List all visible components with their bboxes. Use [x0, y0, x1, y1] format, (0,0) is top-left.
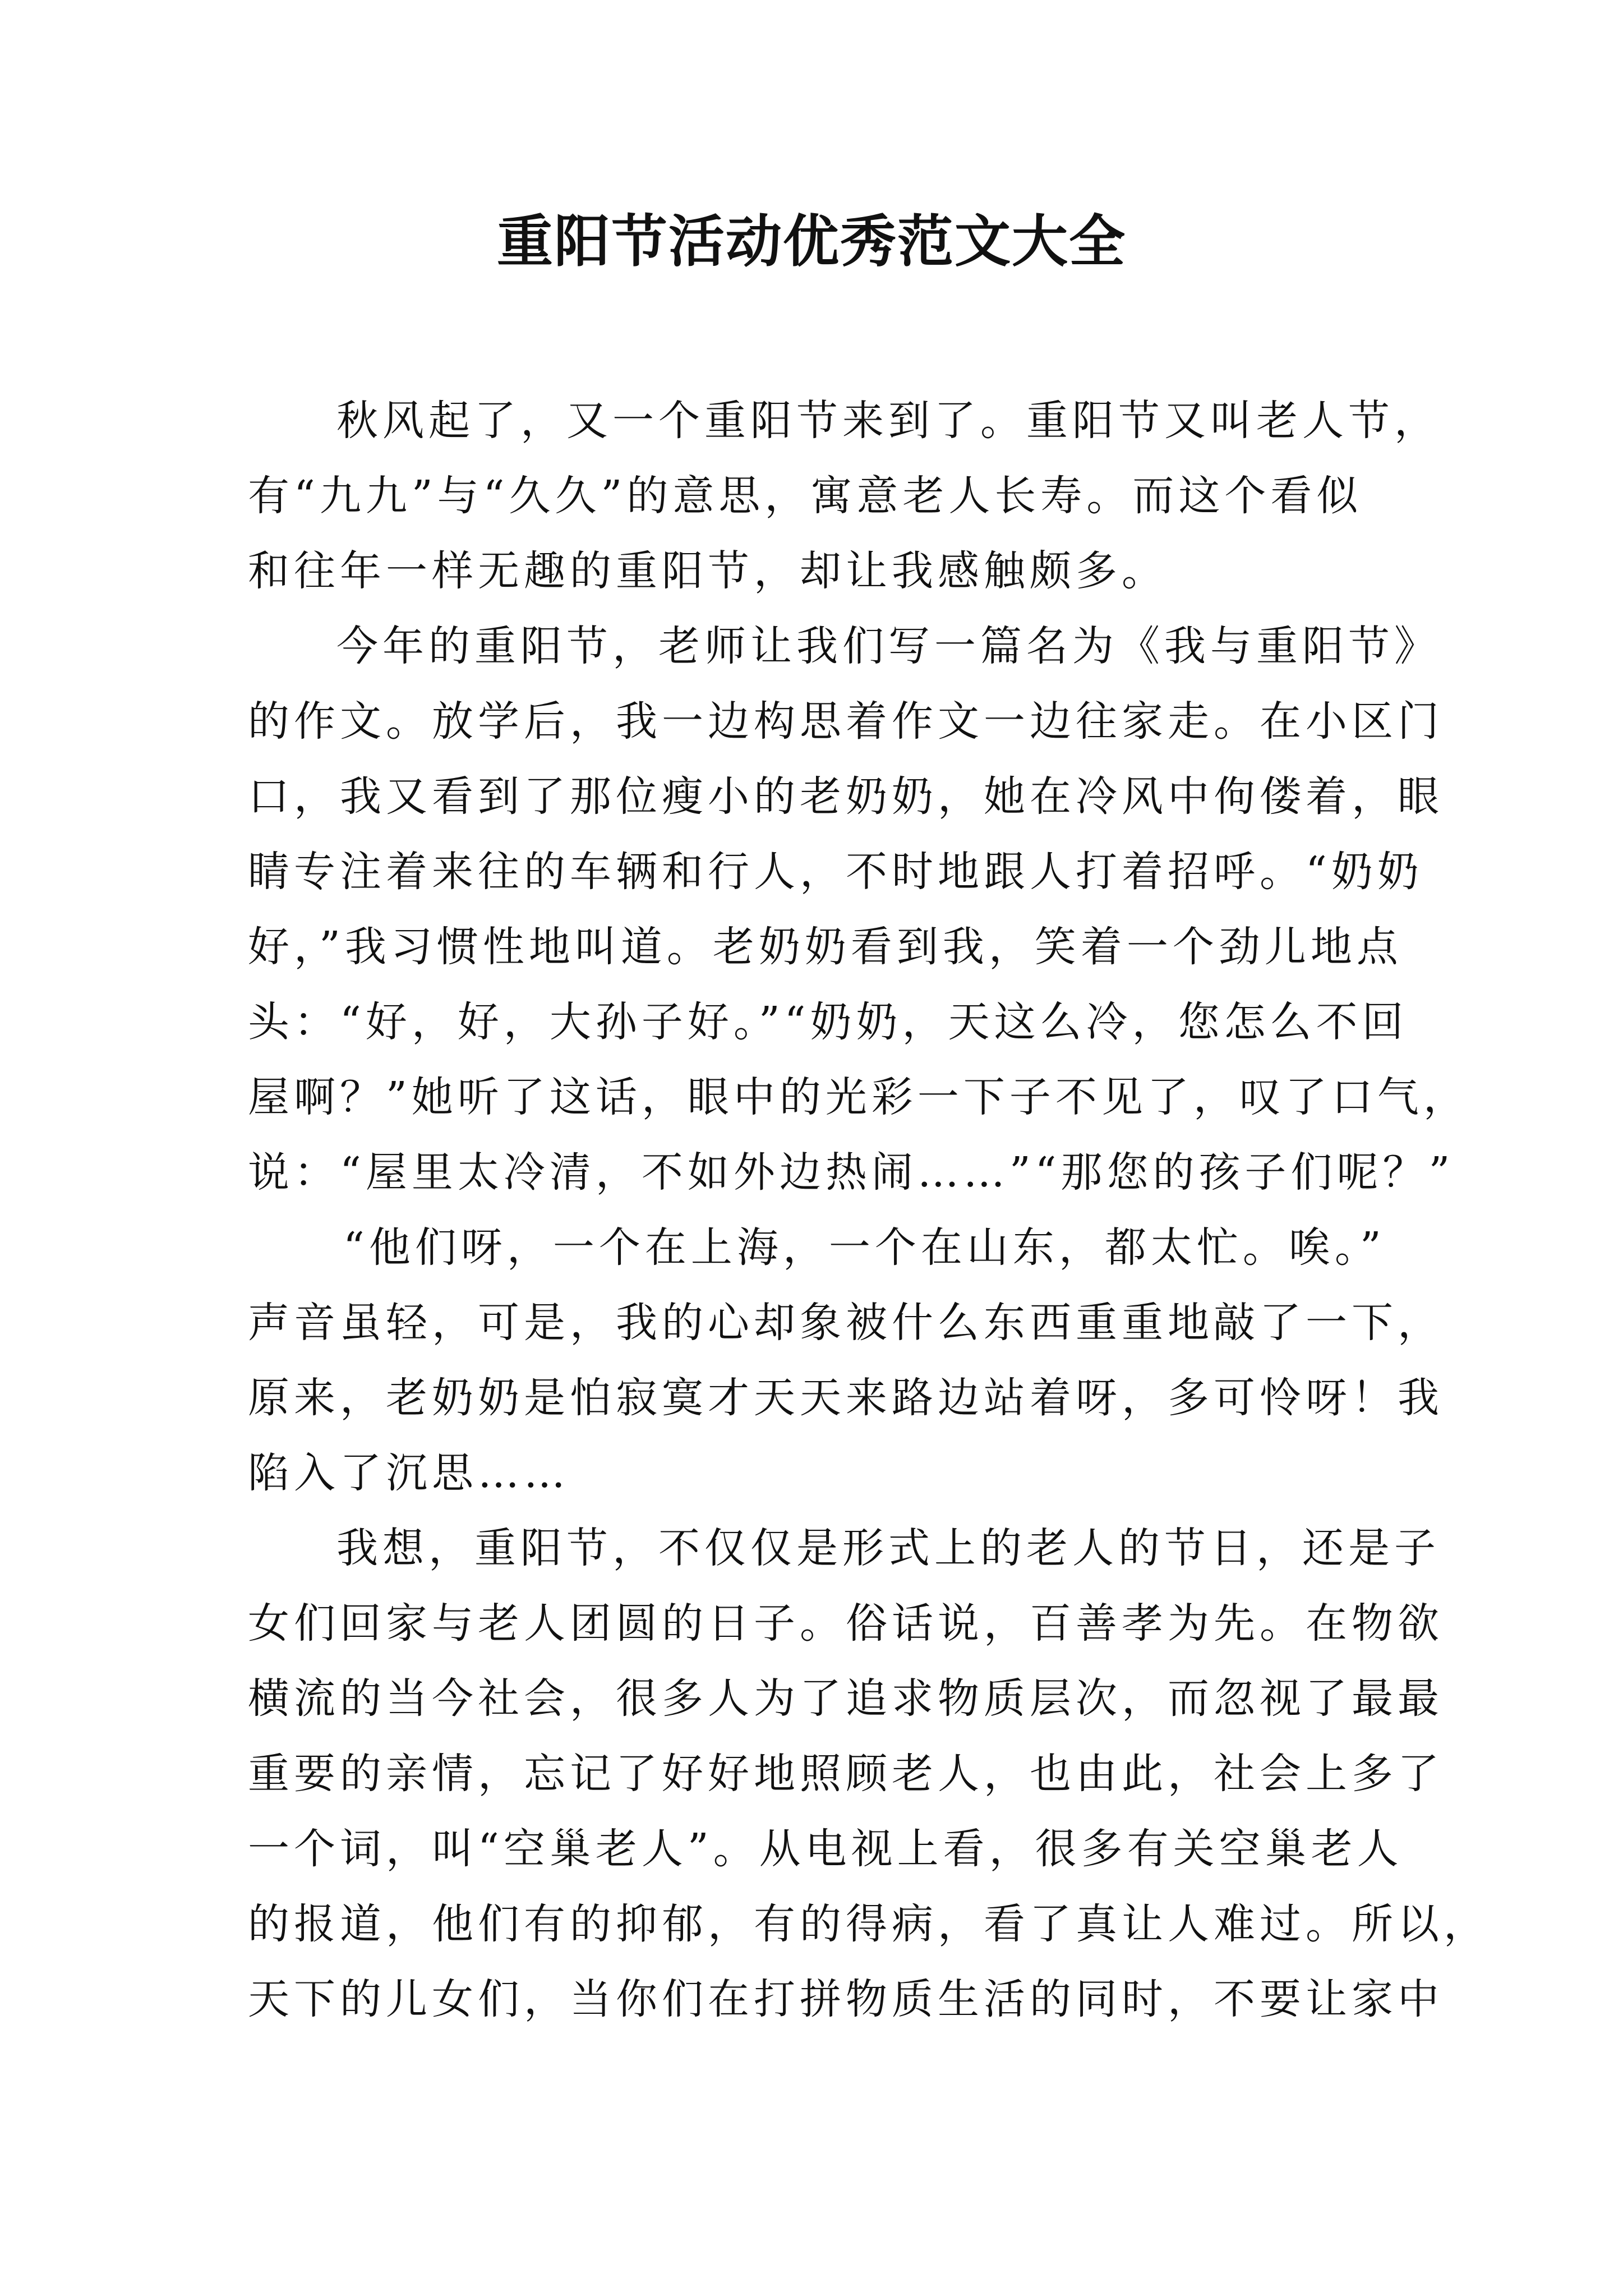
paragraph-2-line-3: 口，我又看到了那位瘦小的老奶奶，她在冷风中佝偻着，眼 — [248, 772, 1444, 821]
paragraph-2-line-4: 睛专注着来往的车辆和行人，不时地跟人打着招呼。“奶奶 — [248, 848, 1423, 896]
paragraph-4-line-2: 女们回家与老人团圆的日子。俗话说，百善孝为先。在物欲 — [248, 1599, 1444, 1648]
paragraph-3-line-2: 声音虽轻，可是，我的心却象被什么东西重重地敲了一下， — [248, 1299, 1444, 1347]
paragraph-4-line-5: 一个词，叫“空巢老人”。从电视上看，很多有关空巢老人 — [248, 1825, 1403, 1873]
paragraph-2-line-8: 说：“屋里太冷清，不如外边热闹……”“那您的孩子们呢？” — [248, 1148, 1455, 1197]
paragraph-2-line-5: 好，”我习惯性地叫道。老奶奶看到我，笑着一个劲儿地点 — [248, 923, 1403, 971]
paragraph-2-line-7: 屋啊？”她听了这话，眼中的光彩一下子不见了，叹了口气， — [248, 1073, 1469, 1121]
paragraph-4-line-6: 的报道，他们有的抑郁，有的得病，看了真让人难过。所以， — [248, 1900, 1490, 1948]
paragraph-4-line-7: 天下的儿女们，当你们在打拼物质生活的同时，不要让家中 — [248, 1975, 1444, 2023]
paragraph-3-line-3: 原来，老奶奶是怕寂寞才天天来路边站着呀，多可怜呀！我 — [248, 1374, 1444, 1422]
paragraph-4-line-3: 横流的当今社会，很多人为了追求物质层次，而忽视了最最 — [248, 1674, 1444, 1723]
paragraph-4-line-1: 我想，重阳节，不仅仅是形式上的老人的节日，还是子 — [336, 1524, 1440, 1572]
paragraph-4-line-4: 重要的亲情，忘记了好好地照顾老人，也由此，社会上多了 — [248, 1750, 1444, 1798]
paragraph-2-line-2: 的作文。放学后，我一边构思着作文一边往家走。在小区门 — [248, 697, 1444, 746]
paragraph-2-line-1: 今年的重阳节，老师让我们写一篇名为《我与重阳节》 — [336, 622, 1440, 670]
paragraph-3-line-1: “他们呀，一个在上海，一个在山东，都太忙。唉。” — [343, 1223, 1386, 1272]
paragraph-1-line-3: 和往年一样无趣的重阳节，却让我感触颇多。 — [248, 547, 1168, 595]
paragraph-2-line-6: 头：“好，好，大孙子好。”“奶奶，天这么冷，您怎么不回 — [248, 998, 1408, 1046]
paragraph-1-line-2: 有“九九”与“久久”的意思，寓意老人长寿。而这个看似 — [248, 472, 1363, 520]
paragraph-1-line-1: 秋风起了，又一个重阳节来到了。重阳节又叫老人节， — [336, 397, 1440, 445]
paragraph-3-line-4: 陷入了沉思…… — [248, 1449, 570, 1497]
document-title: 重阳节活动优秀范文大全 — [497, 208, 1126, 274]
